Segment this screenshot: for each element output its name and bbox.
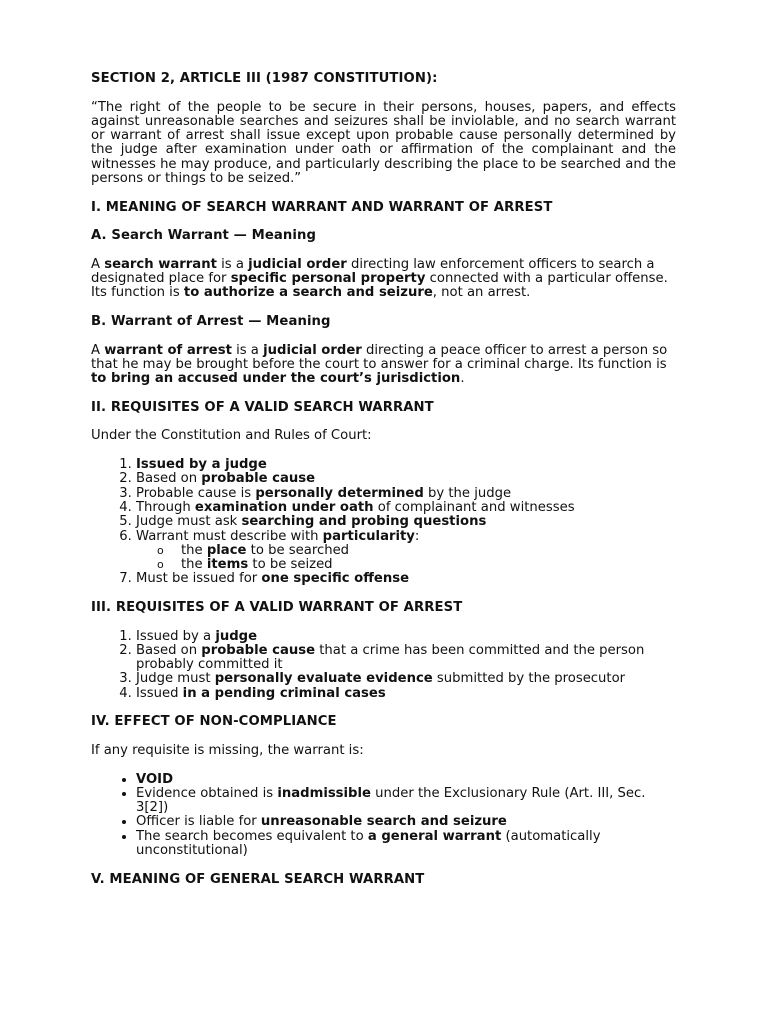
list-item [136, 458, 676, 472]
text: Officer is liable for [136, 814, 261, 830]
list-item [136, 773, 676, 787]
non-compliance-effects-list [91, 773, 676, 859]
bold-text: specific personal property [230, 271, 426, 287]
bold-text: to bring an accused under the court’s jurisdiction [91, 371, 461, 387]
list-item [136, 815, 676, 829]
text: A [91, 342, 105, 358]
sub-list-item [157, 558, 676, 572]
text: directing law enforcement officers to search a designated place for [91, 256, 655, 287]
list-item [136, 672, 676, 686]
text: is a [216, 256, 249, 272]
bold-text: personally evaluate evidence [214, 671, 433, 687]
text: Warrant must describe with [136, 528, 323, 544]
text: Issued [136, 685, 183, 701]
text: Must be issued for [136, 571, 262, 587]
arrest-warrant-requisites-list [91, 630, 676, 701]
text: Probable cause is [136, 485, 256, 501]
warrant-of-arrest-definition [91, 344, 676, 387]
search-warrant-definition [91, 258, 676, 301]
part2-intro: Under the Constitution and Rules of Court: [91, 428, 372, 444]
bold-text: judicial order [263, 342, 362, 358]
bold-text: particularity [322, 528, 415, 544]
bold-text: searching and probing questions [241, 514, 487, 530]
list-item [136, 687, 676, 701]
text: by the judge [423, 485, 512, 501]
constitution-quote: “The right of the people to be secure in their persons, houses, papers, and effects against unreasonable searches and seizures shall be inviolable, and no search warrant or warrant of arrest shall issue except upon probable cause personally determined by the judge after examination under oath or affirmation of the complainant and the witnesses he may produce, and particularly describing the place to be searched and the persons or things to be seized.” [91, 99, 676, 187]
text: the [181, 542, 207, 558]
text: Judge must ask [136, 514, 242, 530]
part1-a-heading: A. Search Warrant — Meaning [91, 228, 317, 244]
list-item [136, 501, 676, 515]
list-item [136, 515, 676, 529]
particularity-sublist [136, 544, 676, 573]
text: Judge must [136, 671, 215, 687]
list-item [136, 572, 676, 586]
text: of complainant and witnesses [373, 499, 575, 515]
circle-bullet-icon: o [157, 543, 164, 557]
search-warrant-requisites-list [91, 458, 676, 587]
text: , not an arrest. [432, 285, 531, 301]
text: submitted by the prosecutor [432, 671, 626, 687]
bold-text: search warrant [104, 256, 217, 272]
part4-heading: IV. EFFECT OF NON-COMPLIANCE [91, 714, 337, 730]
part2-heading: II. REQUISITES OF A VALID SEARCH WARRANT [91, 399, 434, 415]
list-item [136, 487, 676, 501]
text: Based on [136, 642, 202, 658]
text: A [91, 256, 105, 272]
part1-b-heading: B. Warrant of Arrest — Meaning [91, 314, 331, 330]
text: Issued by a [136, 628, 216, 644]
bold-text: unreasonable search and seizure [260, 814, 507, 830]
part4-intro: If any requisite is missing, the warrant is: [91, 742, 364, 758]
text: Through [136, 499, 195, 515]
text: Evidence obtained is [136, 785, 278, 801]
bold-text: one specific offense [261, 571, 410, 587]
bold-text: inadmissible [277, 785, 371, 801]
sub-list-item [157, 544, 676, 558]
list-item [136, 530, 676, 573]
bold-text: VOID [136, 771, 174, 787]
text: Based on [136, 471, 202, 487]
bold-text: probable cause [201, 471, 316, 487]
bold-text: personally determined [255, 485, 424, 501]
list-item [136, 787, 676, 816]
text: is a [231, 342, 264, 358]
text: under the Exclusionary Rule (Art. III, Sec. 3[2]) [136, 785, 646, 816]
list-item [136, 644, 676, 673]
list-item [136, 830, 676, 859]
text: (automatically unconstitutional) [136, 828, 601, 859]
bold-text: in a pending criminal cases [182, 685, 386, 701]
text: The search becomes equivalent to [136, 828, 368, 844]
part1-heading: I. MEANING OF SEARCH WARRANT AND WARRANT OF ARREST [91, 199, 553, 215]
bold-text: to authorize a search and seizure [183, 285, 433, 301]
bold-text: examination under oath [194, 499, 374, 515]
part3-heading: III. REQUISITES OF A VALID WARRANT OF ARREST [91, 599, 463, 615]
bold-text: probable cause [201, 642, 316, 658]
list-item [136, 630, 676, 644]
section-title: SECTION 2, ARTICLE III (1987 CONSTITUTION): [91, 71, 438, 86]
text: that a crime has been committed and the person probably committed it [136, 642, 645, 673]
bold-text: judicial order [248, 256, 347, 272]
text: the [181, 557, 207, 573]
text: directing a peace officer to arrest a person so that he may be brought before the court to answer for a criminal charge. Its function is [91, 342, 668, 372]
bold-text: place [206, 542, 247, 558]
text: connected with a particular offense. Its function is [91, 271, 668, 301]
bold-text: items [206, 557, 249, 573]
circle-bullet-icon: o [157, 558, 164, 572]
bold-text: warrant of arrest [104, 342, 232, 358]
part5-heading: V. MEANING OF GENERAL SEARCH WARRANT [91, 871, 425, 887]
bold-text: Issued by a judge [136, 457, 267, 473]
text: . [460, 371, 465, 387]
text: to be seized [248, 557, 333, 573]
bold-text: a general warrant [367, 828, 502, 844]
list-item [136, 472, 676, 486]
text: to be searched [246, 542, 350, 558]
bold-text: judge [215, 628, 258, 644]
text: : [414, 528, 420, 544]
